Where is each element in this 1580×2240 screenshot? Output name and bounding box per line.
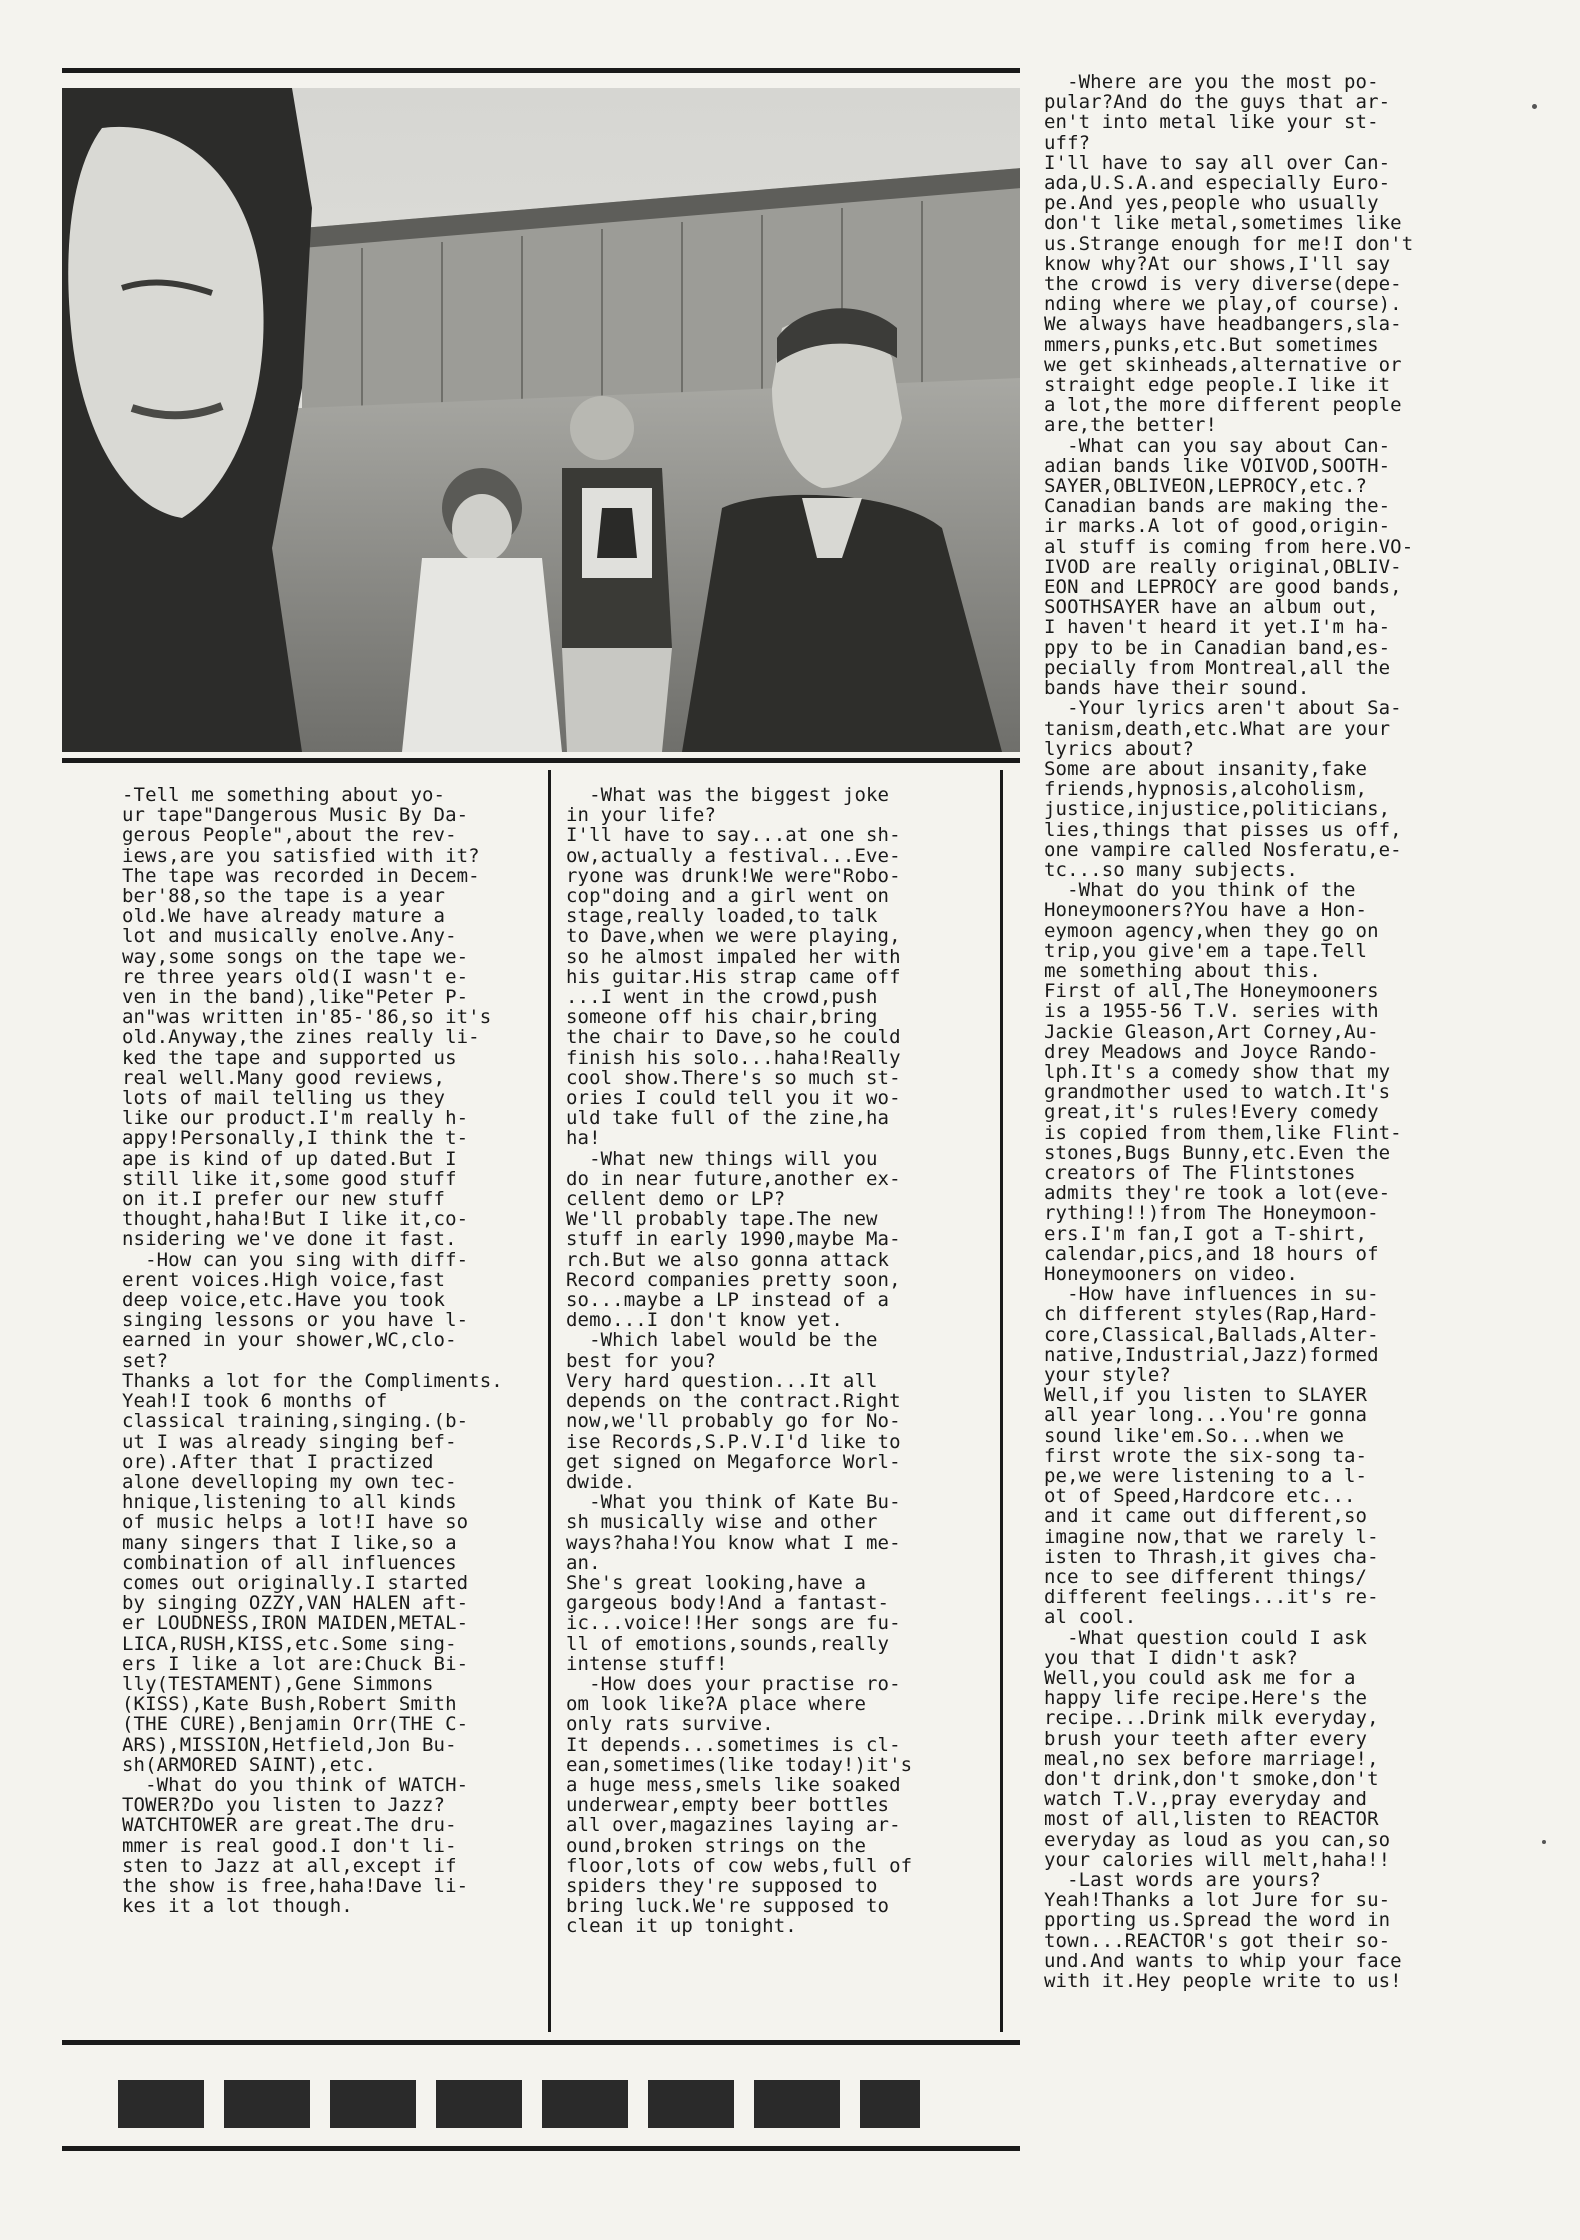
footer-block xyxy=(754,2080,840,2128)
scan-speck xyxy=(1542,1840,1546,1844)
footer-bottom-rule xyxy=(62,2146,1020,2151)
photo-bottom-rule xyxy=(62,758,1020,763)
footer-top-rule xyxy=(62,2040,1020,2045)
column-divider-right xyxy=(1000,770,1003,2032)
band-photo xyxy=(62,88,1020,752)
interview-column-right: -Where are you the most po- pular?And do the guys that ar- en't into metal like your st- uff? I'll have to say all over Can- ada,U.S.A.and especially Euro- pe.And yes,people who usually don't like metal,sometimes like us.Strange enough for me!I don't know why?At our shows,I'll say the crowd is very diverse(depe- nding where we play,of course). We always have headbangers,sla- mmers,punks,etc.But sometimes we get skinheads,alternative or straight edge people.I like it a lot,the more different people are,the better! -What can you say about Can- adian bands like VOIVOD,SOOTH- SAYER,OBLIVEON,LEPROCY,etc.? Canadian bands are making the- ir marks.A lot of good,origin- al stuff is coming from here.VO- IVOD are really original,OBLIV- EON and LEPROCY are good bands, SOOTHSAYER have an album out, I haven't heard it yet.I'm ha- ppy to be in Canadian band,es- pecially from Montreal,all the bands have their sound. -Your lyrics aren't about Sa- tanism,death,etc.What are your lyrics about? Some are about insanity,fake friends,hypnosis,alcoholism, justice,injustice,politicians, lies,things that pisses us off, one vampire called Nosferatu,e- tc...so many subjects. -What do you think of the Honeymooners?You have a Hon- eymoon agency,when they go on trip,you give'em a tape.Tell me something about this. First of all,The Honeymooners is a 1955-56 T.V. series with Jackie Gleason,Art Corney,Au- drey Meadows and Joyce Rando- lph.It's a comedy show that my grandmother used to watch.It's great,it's rules!Every comedy is copied from them,like Flint- stones,Bugs Bunny,etc.Even the creators of The Flintstones admits they're took a lot(eve- rything!!)from The Honeymoon- ers.I'm fan,I got a T-shirt, calendar,pics,and 18 hours of Honeymooners on video. -How have influences in su- ch different styles(Rap,Hard- core,Classical,Ballads,Alter- native,Industrial,Jazz)formed your style? Well,if you listen to SLAYER all year long...You're gonna sound like'em.So...when we first wrote the six-song ta- pe,we were listening to a l- ot of Speed,Hardcore etc... and it came out different,so imagine now,that we rarely l- isten to Thrash,it gives cha- nce to see different things/ different feelings...it's re- al cool. -What question could I ask you that I didn't ask? Well,you could ask me for a happy life recipe.Here's the recipe...Drink milk everyday, brush your teeth after every meal,no sex before marriage!, don't drink,don't smoke,don't watch T.V.,pray everyday and most of all,listen to REACTOR everyday as loud as you can,so your calories will melt,haha!! -Last words are yours? Yeah!Thanks a lot Jure for su- pporting us.Spread the word in town...REACTOR's got their so- und.And wants to whip your face with it.Hey people write to us! xyxy=(1044,71,1414,1993)
interview-column-left: -Tell me something about yo- ur tape"Dangerous Music By Da- gerous People",about the rev- iews,are you satisfied with it? The tape was recorded in Decem- ber'88,so the tape is a year old.We have already mature a lot and musically enolve.Any- way,some songs on the tape we- re three years old(I wasn't e- ven in the band),like"Peter P- an"was written in'85-'86,so it's old.Anyway,the zines really li- ked the tape and supported us real well.Many good reviews, lots of mail telling us they like our product.I'm really h- appy!Personally,I think the t- ape is kind of up dated.But I still like it,some good stuff on it.I prefer our new stuff thought,haha!But I like it,co- nsidering we've done it fast. -How can you sing with diff- erent voices.High voice,fast deep voice,etc.Have you took singing lessons or you have l- earned in your shower,WC,clo- set? Thanks a lot for the Compliments. Yeah!I took 6 months of classical training,singing.(b- ut I was already singing bef- ore).After that I practized alone develloping my own tec- hnique,listening to all kinds of music helps a lot!I have so many singers that I like,so a combination of all influences comes out originally.I started by singing OZZY,VAN HALEN aft- er LOUDNESS,IRON MAIDEN,METAL- LICA,RUSH,KISS,etc.Some sing- ers I like a lot are:Chuck Bi- lly(TESTAMENT),Gene Simmons (KISS),Kate Bush,Robert Smith (THE CURE),Benjamin Orr(THE C- ARS),MISSION,Hetfield,Jon Bu- sh(ARMORED SAINT),etc. -What do you think of WATCH- TOWER?Do you listen to Jazz? WATCHTOWER are great.The dru- mmer is real good.I don't li- sten to Jazz at all,except if the show is free,haha!Dave li- kes it a lot though. xyxy=(122,784,503,1918)
interview-column-middle: -What was the biggest joke in your life? I'll have to say...at one sh- ow,actually a festival...Eve- ryone was drunk!We were"Robo- cop"doing and a girl went on stage,really loaded,to talk to Dave,when we were playing, so he almost impaled her with his guitar.His strap came off ...I went in the crowd,push someone off his chair,bring the chair to Dave,so he could finish his solo...haha!Really cool show.There's so much st- ories I could tell you it wo- uld take full of the zine,ha ha! -What new things will you do in near future,another ex- cellent demo or LP? We'll probably tape.The new stuff in early 1990,maybe Ma- rch.But we also gonna attack Record companies pretty soon, so...maybe a LP instead of a demo...I don't know yet. -Which label would be the best for you? Very hard question...It all depends on the contract.Right now,we'll probably go for No- ise Records,S.P.V.I'd like to get signed on Megaforce Worl- dwide. -What you think of Kate Bu- sh musically wise and other ways?haha!You know what I me- an. She's great looking,have a gargeous body!And a fantast- ic...voice!!Her songs are fu- ll of emotions,sounds,really intense stuff! -How does your practise ro- om look like?A place where only rats survive. It depends...sometimes is cl- ean,sometimes(like today!)it's a huge mess,smels like soaked underwear,empty beer bottles all over,magazines laying ar- ound,broken strings on the floor,lots of cow webs,full of spiders they're supposed to bring luck.We're supposed to clean it up tonight. xyxy=(566,784,913,1938)
footer-block xyxy=(648,2080,734,2128)
top-rule xyxy=(62,68,1020,73)
footer-block xyxy=(860,2080,920,2128)
footer-block xyxy=(542,2080,628,2128)
band-photo-icon xyxy=(62,88,1020,752)
footer-block xyxy=(436,2080,522,2128)
scan-speck xyxy=(1532,104,1537,109)
footer-block xyxy=(224,2080,310,2128)
footer-block xyxy=(330,2080,416,2128)
column-divider-left xyxy=(548,770,551,2032)
footer-block-strip xyxy=(118,2080,920,2128)
footer-block xyxy=(118,2080,204,2128)
